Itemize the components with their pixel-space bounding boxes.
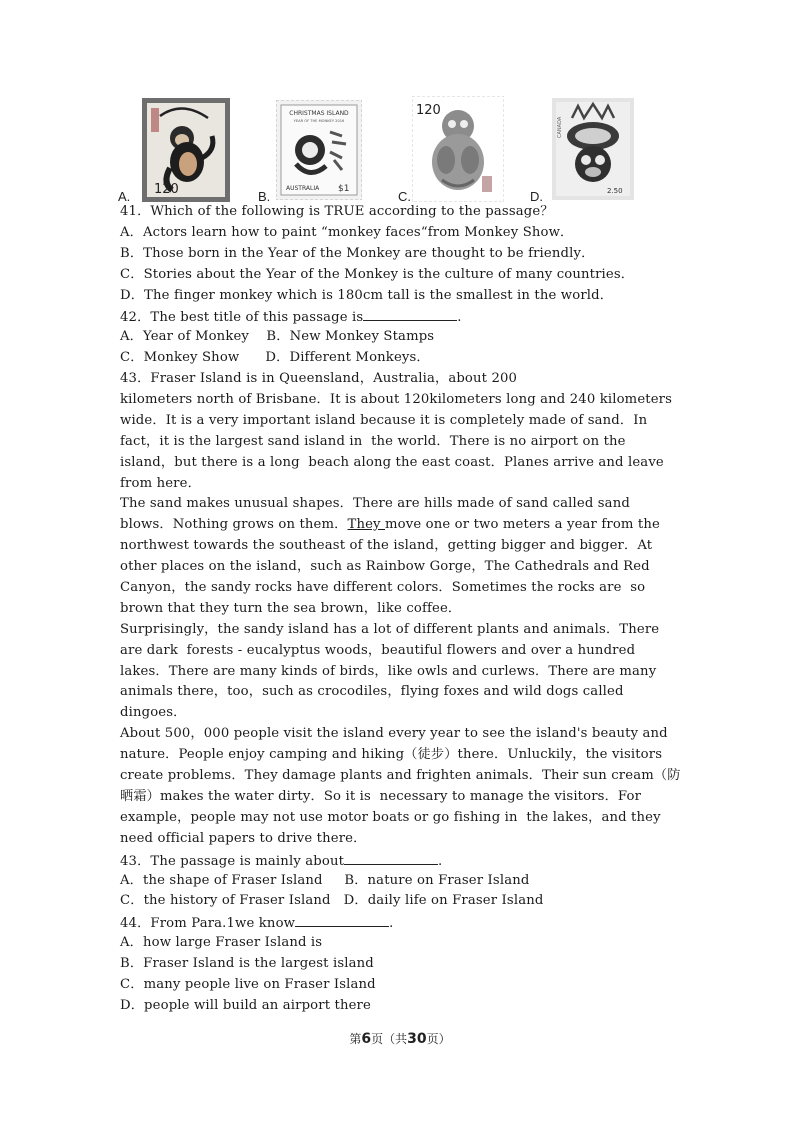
q44-option-c: C．many people live on Fraser Island [120,976,376,992]
q41-option-c: C．Stories about the Year of the Monkey is the culture of many countries． [120,266,635,282]
stamp-option-b [258,96,378,204]
q41-option-b: B．Those born in the Year of the Monkey are thought to be friendly． [120,245,595,261]
q41-option-a: A．Actors learn how to paint “monkey faces“from Monkey Show． [120,224,574,240]
passage-line: brown that they turn the sea brown，like coffee． [120,600,462,616]
q43-stem-line [120,850,700,871]
document-body [120,202,700,1017]
passage-line: island，but there is a long beach along the east coast．Planes arrive and leave [120,454,664,470]
passage-line: are dark forests - eucalyptus woods，beautiful flowers and over a hundred [120,642,636,658]
china-monkey-stamp-image [142,98,230,202]
stamp-b-country: AUSTRALIA [286,185,320,192]
passage-l8-pre: blows．Nothing grows on them． [120,517,348,533]
passage-line: create problems．They damage plants and frighten animals．Their sun cream（防 [120,768,681,784]
stamp-letter-a: A. [118,189,131,204]
q44-answer-blank [295,912,389,927]
q43-options-ab: A．the shape of Fraser Island B．nature on Fraser Island [120,872,530,888]
passage-line: fact，it is the largest sand island in the world．There is no airport on the [120,433,626,449]
passage-line: Canyon，the sandy rocks have different colors．Sometimes the rocks are so [120,580,646,596]
stamp-letter-d: D. [530,189,543,204]
footer-total-pages: 30 [407,1031,427,1047]
q44-option-b: B．Fraser Island is the largest island [120,956,374,972]
q41-option-d: D．The finger monkey which is 180cm tall is the smallest in the world． [120,287,614,303]
q42-stem: 42．The best title of this passage is [120,310,364,326]
china-monkey-stamp-2-image [412,96,504,202]
q42-stem-end: . [457,310,462,326]
passage-line: dingoes． [120,705,187,721]
page-footer [0,1030,800,1047]
stamp-options-row [118,96,658,204]
footer-post: 页） [426,1032,451,1046]
passage-l8-post: move one or two meters a year from the [385,517,660,533]
stamp-d-value: 2.50 [607,187,623,195]
stamp-b-subtitle: YEAR OF THE MONKEY 2016 [293,119,345,123]
q43-options-cd: C．the history of Fraser Island D．daily life on Fraser Island [120,893,544,909]
passage-line: from here． [120,475,201,491]
stamp-a-value: 120 [154,182,179,197]
q42-answer-blank [363,306,457,321]
passage-line: 43．Fraser Island is in Queensland，Australia，about 200 [120,371,518,387]
stamp-letter-c: C. [398,189,411,204]
footer-pre: 第 [349,1032,362,1046]
stamp-b-value: $1 [338,184,350,194]
passage-line: need official papers to drive there． [120,830,367,846]
stamp-option-d [530,96,650,204]
passage-line: 晒霜）makes the water dirty．So it is necessary to manage the visitors．For [120,788,642,804]
stamp-b-title: CHRISTMAS ISLAND [289,110,349,117]
passage-line: The sand makes unusual shapes．There are hills made of sand called sand [120,496,630,512]
passage-line: nature．People enjoy camping and hiking（徒步）there．Unluckily，the visitors [120,747,663,763]
stamp-c-value: 120 [416,103,441,118]
q42-stem-line [120,306,700,327]
q42-options-ab: A．Year of Monkey B．New Monkey Stamps [120,329,435,345]
christmas-island-stamp-image [276,100,362,200]
q43-answer-blank [344,850,438,865]
underlined-word-they: They [347,517,386,533]
q42-options-cd: C．Monkey Show D．Different Monkeys． [120,350,430,366]
passage-line: example，people may not use motor boats or go fishing in the lakes，and they [120,809,661,825]
passage-line-underlined [120,515,700,536]
q44-stem: 44．From Para.1we know [120,916,296,932]
passage-line: lakes．There are many kinds of birds，like owls and curlews．There are many [120,663,657,679]
q43-stem-end: . [438,853,443,869]
passage-line: kilometers north of Brisbane．It is about 120kilometers long and 240 kilometers [120,392,673,408]
q44-option-a: A．how large Fraser Island is [120,935,323,951]
q43-stem: 43．The passage is mainly about [120,853,345,869]
stamp-letter-b: B. [258,189,271,204]
passage-line: animals there，too，such as crocodiles，flying foxes and wild dogs called [120,684,624,700]
q41-stem: 41．Which of the following is TRUE according to the passage？ [120,204,554,219]
footer-page-number: 6 [361,1031,372,1047]
q44-stem-line [120,912,700,933]
passage-line: northwest towards the southeast of the island，getting bigger and bigger．At [120,538,653,554]
footer-mid: 页（共 [371,1032,408,1046]
q44-option-d: D．people will build an airport there [120,997,371,1013]
canada-monkey-stamp-image [552,98,634,200]
passage-line: Surprisingly，the sandy island has a lot of different plants and animals．There [120,621,660,637]
q44-stem-end: . [389,916,394,932]
passage-line: other places on the island，such as Rainbow Gorge，The Cathedrals and Red [120,559,650,575]
passage-line: About 500，000 people visit the island every year to see the island's beauty and [120,726,668,742]
stamp-option-a [118,96,238,204]
stamp-option-c [398,96,518,204]
stamp-d-country: CANADA [557,116,563,138]
passage-line: wide．It is a very important island because it is completely made of sand．In [120,412,648,428]
